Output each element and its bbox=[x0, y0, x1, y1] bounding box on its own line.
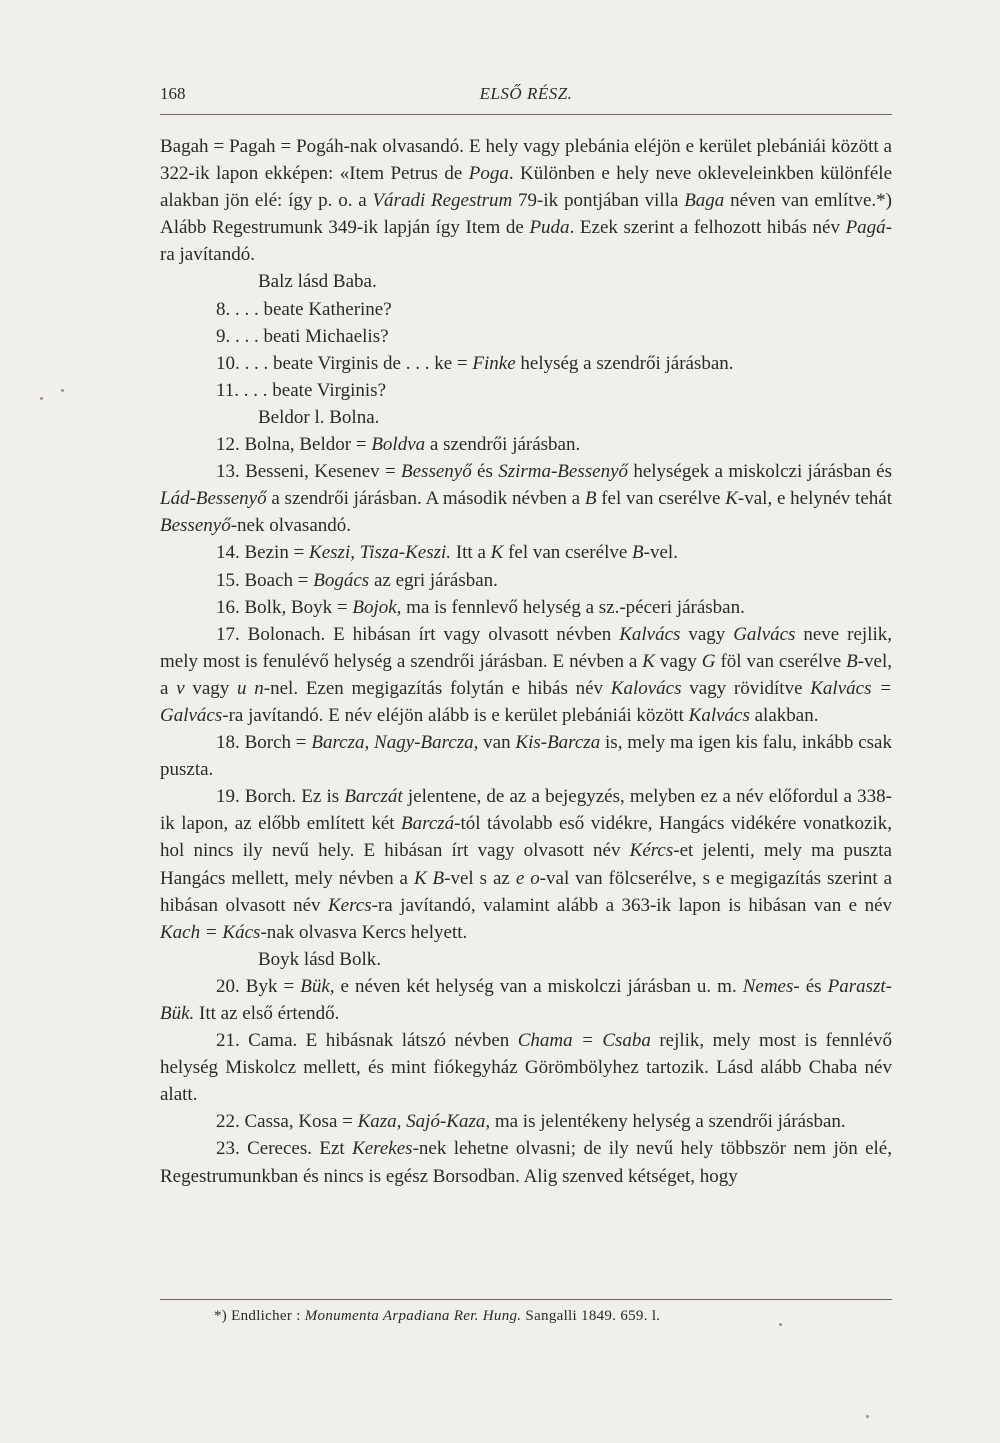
paper-speck bbox=[866, 1415, 869, 1418]
entry-20: 20. Byk = Bük, e néven két helység van a miskolczi járásban u. m. Nemes- és Paraszt-Bük. Itt az első értendő. bbox=[160, 975, 893, 1024]
page-number: 168 bbox=[160, 84, 186, 103]
entry-13: 13. Besseni, Kesenev = Bessenyő és Szirma-Bessenyő helységek a miskolczi járásban és Lád-Bessenyő a szendrői járásban. A második névben a B fel van cserélve K-val, e helynév tehát Bessenyő-nek olvasandó. bbox=[160, 461, 892, 537]
entry-16: 16. Bolk, Boyk = Bojok, ma is fennlevő helység a sz.-péceri járásban. bbox=[216, 596, 745, 618]
entry-14: 14. Bezin = Keszi, Tisza-Keszi. Itt a K fel van cserélve B-vel. bbox=[216, 542, 678, 564]
cross-reference-beldor: Beldor l. Bolna. bbox=[258, 406, 380, 428]
paper-speck bbox=[40, 397, 43, 400]
entry-10: 10. . . . beate Virginis de . . . ke = Finke helység a szendrői járásban. bbox=[216, 352, 734, 374]
entry-18: 18. Borch = Barcza, Nagy-Barcza, van Kis-Barcza is, mely ma igen kis falu, inkább csak puszta. bbox=[160, 732, 892, 781]
entry-19: 19. Borch. Ez is Barczát jelentene, de az a bejegyzés, melyben ez a név előfordul a 338-ik lapon, az előbb említett két Barczá-tól távolabb eső vidékre, Hangács vidékére vonatkozik, hol nincs ily nevű hely. E hibásan írt vagy olvasott név Kércs-et jelenti, mely ma puszta Hangács mellett, mely névben a K B-vel s az e o-val van fölcserélve, s e megigazítás szerint a hibásan olvasott név Kercs-ra javítandó, valamint alább a 363-ik lapon is hibásan van e név Kach = Kács-nak olvasva Kercs helyett. bbox=[160, 786, 893, 943]
page-header bbox=[160, 84, 892, 110]
running-title: ELSŐ RÉSZ. bbox=[479, 84, 573, 103]
entry-21: 21. Cama. E hibásnak látszó névben Chama = Csaba rejlik, mely most is fennlévő helység Miskolcz mellett, és mint fiókegyház Görömbölyhez tartozik. Lásd alább Chaba név alatt. bbox=[160, 1030, 892, 1106]
paper-speck bbox=[779, 1323, 782, 1326]
body-text bbox=[160, 133, 892, 1190]
paper-speck bbox=[61, 389, 64, 392]
entry-22: 22. Cassa, Kosa = Kaza, Sajó-Kaza, ma is jelentékeny helység a szendrői járásban. bbox=[216, 1111, 846, 1133]
entry-8: 8. . . . beate Katherine? bbox=[216, 298, 392, 320]
entry-9: 9. . . . beati Michaelis? bbox=[216, 325, 389, 347]
header-rule bbox=[160, 114, 892, 115]
entry-11: 11. . . . beate Virginis? bbox=[216, 379, 387, 401]
cross-reference-balz: Balz lásd Baba. bbox=[258, 271, 377, 293]
entry-12: 12. Bolna, Beldor = Boldva a szendrői járásban. bbox=[216, 434, 581, 456]
entry-17: 17. Bolonach. E hibásan írt vagy olvasott névben Kalvács vagy Galvács neve rejlik, mely most is fenulévő helység a szendrői járásban. E névben a K vagy G föl van cserélve B-vel, a v vagy u n-nel. Ezen megigazítás folytán e hibás név Kalovács vagy rövidítve Kalvács = Galvács-ra javítandó. E név eléjön alább is e kerület plebániái között Kalvács alakban. bbox=[160, 623, 893, 726]
entry-15: 15. Boach = Bogács az egri járásban. bbox=[216, 569, 498, 591]
footnote: *) Endlicher : Monumenta Arpadiana Rer. Hung. Sangalli 1849. 659. l. bbox=[214, 1308, 661, 1324]
paragraph-bagah: Bagah = Pagah = Pogáh-nak olvasandó. E hely vagy plebánia eléjön e kerület plebániái között a 322-ik lapon ekképen: «Item Petrus de Poga. Különben e hely neve okleveleinkben különféle alakban jön elé: így p. o. a Váradi Regestrum 79-ik pontjában villa Baga néven van említve.*) Alább Regestrumunk 349-ik lapján így Item de Puda. Ezek szerint a felhozott hibás név Pagá-ra javítandó. bbox=[160, 136, 893, 266]
entry-23: 23. Cereces. Ezt Kerekes-nek lehetne olvasni; de ily nevű hely többször nem jön elé, Regestrumunkban és nincs is egész Borsodban. Alig szenved kétséget, hogy bbox=[160, 1138, 892, 1187]
cross-reference-boyk: Boyk lásd Bolk. bbox=[258, 948, 381, 970]
footnote-rule bbox=[160, 1299, 892, 1300]
